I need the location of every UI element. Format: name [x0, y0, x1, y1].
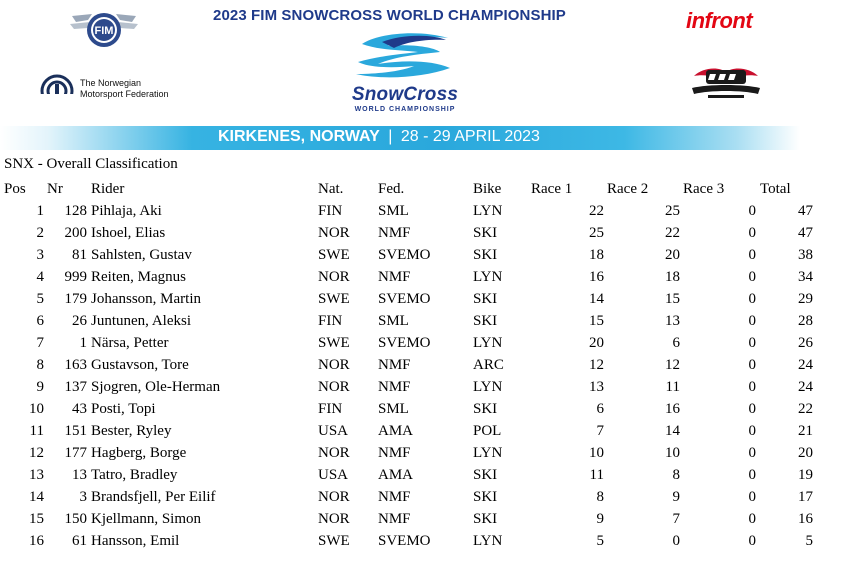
cell-nr: 1 — [79, 335, 87, 351]
cell-race-2: 15 — [665, 291, 680, 307]
cell-race-2: 0 — [672, 533, 680, 549]
cell-nr: 151 — [64, 423, 87, 439]
cell-bike: ARC — [473, 357, 504, 373]
federation-line-2: Motorsport Federation — [80, 89, 169, 99]
cell-nat: FIN — [318, 313, 343, 329]
cell-rider: Närsa, Petter — [91, 335, 169, 351]
cell-rider: Hagberg, Borge — [91, 445, 187, 461]
column-header-nr: Nr — [47, 181, 63, 197]
cell-total: 47 — [798, 225, 813, 241]
cell-race-3: 0 — [748, 269, 756, 285]
table-row — [0, 466, 847, 488]
cell-bike: LYN — [473, 445, 503, 461]
cell-race-1: 16 — [589, 269, 604, 285]
classification-table — [0, 180, 847, 554]
cell-fed: SVEMO — [378, 247, 431, 263]
cell-pos: 6 — [36, 313, 44, 329]
cell-fed: NMF — [378, 511, 411, 527]
cell-fed: NMF — [378, 379, 411, 395]
svg-text:FIM: FIM — [94, 25, 114, 37]
table-row — [0, 268, 847, 290]
kmk-club-logo — [688, 66, 764, 102]
cell-race-2: 12 — [665, 357, 680, 373]
cell-fed: AMA — [378, 467, 414, 483]
championship-title: 2023 FIM SNOWCROSS WORLD CHAMPIONSHIP — [213, 7, 566, 24]
column-header-bike: Bike — [473, 181, 502, 197]
nmf-logo — [40, 74, 190, 108]
cell-race-1: 12 — [589, 357, 604, 373]
column-header-race-1: Race 1 — [531, 181, 573, 197]
cell-race-3: 0 — [748, 467, 756, 483]
cell-bike: SKI — [473, 291, 498, 307]
federation-name — [80, 78, 190, 100]
cell-nat: FIN — [318, 203, 343, 219]
event-banner — [0, 126, 800, 150]
snowcross-wordmark: SnowCross — [351, 84, 459, 105]
cell-total: 20 — [798, 445, 813, 461]
table-row — [0, 290, 847, 312]
cell-nat: NOR — [318, 511, 350, 527]
cell-race-3: 0 — [748, 379, 756, 395]
cell-nr: 163 — [64, 357, 87, 373]
cell-race-3: 0 — [748, 357, 756, 373]
table-header-row — [0, 180, 847, 202]
cell-race-1: 6 — [596, 401, 604, 417]
cell-nat: USA — [318, 467, 349, 483]
cell-race-1: 20 — [589, 335, 604, 351]
cell-race-2: 7 — [672, 511, 680, 527]
cell-pos: 12 — [29, 445, 44, 461]
cell-fed: NMF — [378, 225, 411, 241]
table-row — [0, 444, 847, 466]
cell-pos: 2 — [36, 225, 44, 241]
table-row — [0, 400, 847, 422]
classification-title: SNX - Overall Classification — [4, 156, 178, 172]
banner-separator: | — [388, 128, 393, 145]
cell-nat: FIN — [318, 401, 343, 417]
cell-pos: 4 — [36, 269, 44, 285]
cell-pos: 1 — [36, 203, 44, 219]
cell-fed: NMF — [378, 445, 411, 461]
table-row — [0, 488, 847, 510]
cell-rider: Reiten, Magnus — [91, 269, 186, 285]
cell-nat: NOR — [318, 489, 350, 505]
cell-bike: POL — [473, 423, 502, 439]
cell-bike: SKI — [473, 467, 498, 483]
cell-pos: 8 — [36, 357, 44, 373]
cell-race-1: 13 — [589, 379, 604, 395]
cell-nr: 81 — [72, 247, 87, 263]
cell-race-2: 25 — [665, 203, 680, 219]
cell-race-1: 18 — [589, 247, 604, 263]
cell-race-3: 0 — [748, 401, 756, 417]
cell-fed: NMF — [378, 357, 411, 373]
cell-nr: 26 — [72, 313, 87, 329]
column-header-total: Total — [760, 181, 791, 197]
cell-race-3: 0 — [748, 335, 756, 351]
cell-bike: LYN — [473, 335, 503, 351]
cell-race-2: 18 — [665, 269, 680, 285]
cell-rider: Sahlsten, Gustav — [91, 247, 192, 263]
cell-race-2: 10 — [665, 445, 680, 461]
cell-total: 29 — [798, 291, 813, 307]
cell-race-2: 6 — [672, 335, 680, 351]
cell-race-1: 25 — [589, 225, 604, 241]
cell-rider: Bester, Ryley — [91, 423, 172, 439]
cell-race-3: 0 — [748, 489, 756, 505]
cell-bike: SKI — [473, 489, 498, 505]
infront-logo: infront — [686, 8, 753, 33]
cell-race-3: 0 — [748, 313, 756, 329]
cell-total: 24 — [798, 379, 813, 395]
cell-race-2: 13 — [665, 313, 680, 329]
cell-total: 17 — [798, 489, 813, 505]
federation-line-1: The Norwegian — [80, 78, 142, 88]
cell-race-1: 11 — [589, 467, 604, 483]
cell-race-1: 9 — [596, 511, 604, 527]
cell-race-3: 0 — [748, 247, 756, 263]
cell-race-2: 8 — [672, 467, 680, 483]
banner-location: KIRKENES, NORWAY — [218, 128, 380, 145]
cell-race-3: 0 — [748, 533, 756, 549]
cell-bike: SKI — [473, 313, 498, 329]
cell-total: 19 — [798, 467, 813, 483]
cell-race-1: 15 — [589, 313, 604, 329]
cell-pos: 11 — [29, 423, 44, 439]
table-row — [0, 202, 847, 224]
snowcross-swoosh-icon — [322, 30, 488, 88]
cell-bike: LYN — [473, 269, 503, 285]
cell-nr: 137 — [64, 379, 87, 395]
cell-fed: SVEMO — [378, 291, 431, 307]
cell-pos: 15 — [29, 511, 44, 527]
column-header-nat: Nat. — [318, 181, 344, 197]
cell-nat: NOR — [318, 269, 350, 285]
cell-total: 24 — [798, 357, 813, 373]
cell-total: 21 — [798, 423, 813, 439]
cell-fed: AMA — [378, 423, 414, 439]
cell-rider: Sjogren, Ole-Herman — [91, 379, 221, 395]
cell-nr: 43 — [72, 401, 87, 417]
table-row — [0, 356, 847, 378]
column-header-race-2: Race 2 — [607, 181, 649, 197]
cell-rider: Tatro, Bradley — [91, 467, 178, 483]
cell-race-2: 20 — [665, 247, 680, 263]
cell-race-3: 0 — [748, 203, 756, 219]
cell-nr: 61 — [72, 533, 87, 549]
cell-nat: NOR — [318, 379, 350, 395]
cell-total: 28 — [798, 313, 813, 329]
cell-nr: 200 — [64, 225, 87, 241]
cell-nat: NOR — [318, 445, 350, 461]
cell-total: 38 — [798, 247, 813, 263]
cell-rider: Gustavson, Tore — [91, 357, 189, 373]
snowcross-logo — [322, 30, 488, 116]
cell-rider: Posti, Topi — [91, 401, 156, 417]
cell-race-2: 16 — [665, 401, 680, 417]
cell-fed: NMF — [378, 269, 411, 285]
nmf-mark-icon — [40, 74, 74, 108]
cell-total: 16 — [798, 511, 813, 527]
cell-nat: SWE — [318, 335, 350, 351]
page-header — [0, 0, 847, 150]
cell-pos: 5 — [36, 291, 44, 307]
cell-fed: SVEMO — [378, 533, 431, 549]
cell-nr: 150 — [64, 511, 87, 527]
cell-bike: SKI — [473, 247, 498, 263]
cell-race-1: 10 — [589, 445, 604, 461]
table-row — [0, 510, 847, 532]
cell-nr: 13 — [72, 467, 87, 483]
cell-race-3: 0 — [748, 423, 756, 439]
cell-nat: NOR — [318, 357, 350, 373]
cell-rider: Juntunen, Aleksi — [91, 313, 191, 329]
cell-bike: SKI — [473, 225, 498, 241]
cell-race-2: 14 — [665, 423, 680, 439]
cell-rider: Brandsfjell, Per Eilif — [91, 489, 216, 505]
cell-total: 47 — [798, 203, 813, 219]
table-row — [0, 312, 847, 334]
column-header-race-3: Race 3 — [683, 181, 725, 197]
cell-nr: 177 — [64, 445, 87, 461]
table-row — [0, 334, 847, 356]
cell-nat: SWE — [318, 533, 350, 549]
cell-race-3: 0 — [748, 445, 756, 461]
cell-rider: Johansson, Martin — [91, 291, 201, 307]
cell-nat: SWE — [318, 291, 350, 307]
column-header-pos: Pos — [4, 181, 26, 197]
cell-bike: LYN — [473, 379, 503, 395]
cell-nr: 128 — [64, 203, 87, 219]
table-row — [0, 532, 847, 554]
cell-race-2: 9 — [672, 489, 680, 505]
banner-text — [218, 128, 540, 146]
cell-rider: Ishoel, Elias — [91, 225, 166, 241]
cell-race-3: 0 — [748, 511, 756, 527]
cell-fed: SML — [378, 313, 409, 329]
cell-nr: 999 — [64, 269, 87, 285]
table-body — [0, 202, 847, 554]
cell-race-1: 5 — [596, 533, 604, 549]
cell-total: 34 — [798, 269, 813, 285]
cell-race-2: 11 — [665, 379, 680, 395]
cell-fed: SML — [378, 203, 409, 219]
cell-rider: Pihlaja, Aki — [91, 203, 162, 219]
cell-total: 22 — [798, 401, 813, 417]
cell-race-2: 22 — [665, 225, 680, 241]
cell-rider: Kjellmann, Simon — [91, 511, 201, 527]
cell-race-1: 22 — [589, 203, 604, 219]
cell-nat: SWE — [318, 247, 350, 263]
snowcross-subtitle: WORLD CHAMPIONSHIP — [354, 106, 456, 113]
column-header-rider: Rider — [91, 181, 125, 197]
cell-race-1: 8 — [596, 489, 604, 505]
cell-pos: 16 — [29, 533, 44, 549]
cell-race-1: 14 — [589, 291, 604, 307]
cell-pos: 14 — [29, 489, 44, 505]
column-header-fed: Fed. — [378, 181, 405, 197]
table-row — [0, 422, 847, 444]
table-row — [0, 378, 847, 400]
cell-pos: 7 — [36, 335, 44, 351]
cell-pos: 3 — [36, 247, 44, 263]
table-row — [0, 246, 847, 268]
cell-bike: LYN — [473, 533, 503, 549]
cell-nr: 179 — [64, 291, 87, 307]
cell-race-3: 0 — [748, 291, 756, 307]
cell-nr: 3 — [79, 489, 87, 505]
cell-race-1: 7 — [596, 423, 604, 439]
fim-logo — [68, 10, 140, 50]
cell-bike: SKI — [473, 511, 498, 527]
cell-total: 5 — [805, 533, 813, 549]
cell-pos: 13 — [29, 467, 44, 483]
table-row — [0, 224, 847, 246]
cell-nat: USA — [318, 423, 349, 439]
cell-total: 26 — [798, 335, 813, 351]
cell-bike: LYN — [473, 203, 503, 219]
cell-fed: SVEMO — [378, 335, 431, 351]
cell-nat: NOR — [318, 225, 350, 241]
cell-pos: 9 — [36, 379, 44, 395]
cell-fed: NMF — [378, 489, 411, 505]
cell-rider: Hansson, Emil — [91, 533, 180, 549]
banner-dates: 28 - 29 APRIL 2023 — [400, 128, 540, 145]
cell-fed: SML — [378, 401, 409, 417]
cell-bike: SKI — [473, 401, 498, 417]
cell-race-3: 0 — [748, 225, 756, 241]
cell-pos: 10 — [29, 401, 44, 417]
